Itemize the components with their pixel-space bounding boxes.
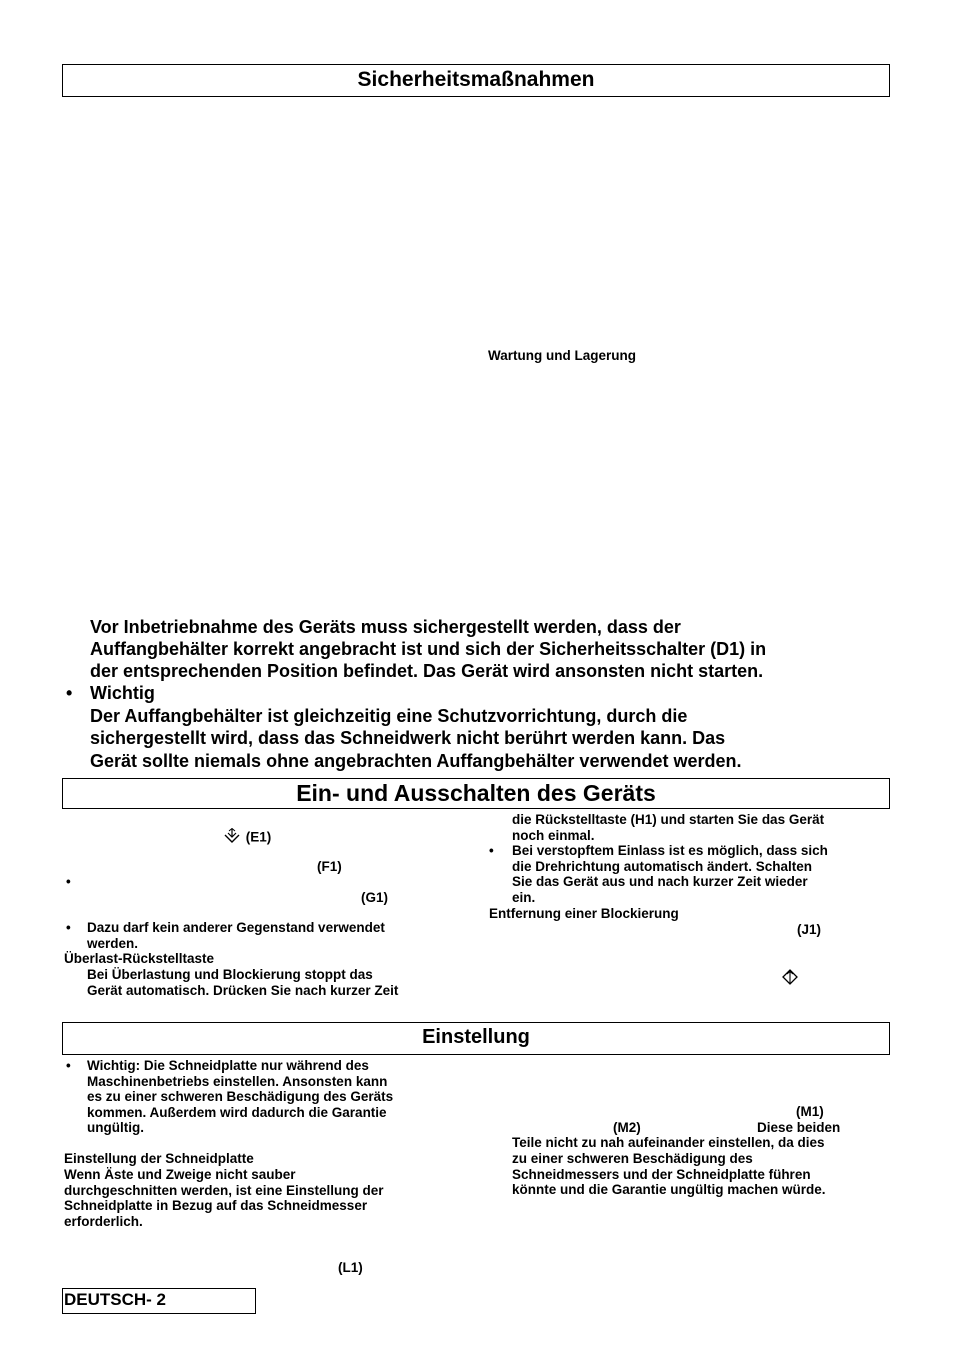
notice-line-3: der entsprechenden Position befindet. Das Gerät wird ansonsten nicht starten. [90,661,764,681]
bullet-marker: • [66,874,71,889]
section-title-safety: Sicherheitsmaßnahmen [357,68,595,91]
right-cont-line-1: die Rückstelltaste (H1) und starten Sie das Gerät [512,812,825,827]
page-label-box [62,1288,256,1314]
bullet-marker: • [66,683,73,703]
ref-l1: (L1) [338,1260,363,1275]
both-line-4: könnte und die Garantie ungültig machen würde. [512,1182,826,1197]
ref-e1-label: (E1) [245,829,272,845]
adjust-important-line-4: kommen. Außerdem wird dadurch die Garantie [87,1105,387,1120]
clogged-line-4: ein. [512,890,536,905]
bullet-marker: • [66,920,71,935]
plate-heading: Einstellung der Schneidplatte [64,1151,254,1166]
blockage-heading: Entfernung einer Blockierung [489,906,679,921]
adjust-important-line-1: Wichtig: Die Schneidplatte nur während des [87,1058,369,1073]
ref-m2: (M2) [613,1120,641,1135]
section-header-adjustment [62,1022,890,1055]
overload-heading: Überlast-Rückstelltaste [64,951,215,966]
section-header-safety [62,64,890,97]
adjust-important-line-5: ungültig. [87,1120,144,1135]
important-line-1: Der Auffangbehälter ist gleichzeitig eine Schutzvorrichtung, durch die [90,706,688,726]
overload-line-2: Gerät automatisch. Drücken Sie nach kurzer Zeit [87,983,399,998]
page-label: DEUTSCH- 2 [64,1290,167,1309]
adjust-important-line-2: Maschinenbetriebs einstellen. Ansonsten kann [87,1074,388,1089]
plate-line-3: Schneidplatte in Bezug auf das Schneidmesser [64,1198,368,1213]
both-label: Diese beiden [757,1120,841,1135]
notice-line-1: Vor Inbetriebnahme des Geräts muss sichergestellt werden, dass der [90,617,681,637]
clogged-line-2: die Drehrichtung automatisch ändert. Schalten [512,859,813,874]
clogged-line-1: Bei verstopftem Einlass ist es möglich, dass sich [512,843,828,858]
ref-g1: (G1) [361,890,388,905]
section-header-switching [62,778,890,809]
plate-line-4: erforderlich. [64,1214,143,1229]
important-line-2: sichergestellt wird, dass das Schneidwerk nicht berührt werden kann. Das [90,728,726,748]
maintenance-heading: Wartung und Lagerung [488,348,636,363]
no-other-object-line-1: Dazu darf kein anderer Gegenstand verwendet [87,920,385,935]
bullet-marker: • [66,1058,71,1073]
ref-m1: (M1) [796,1104,824,1119]
ref-f1: (F1) [317,859,342,874]
bullet-marker: • [489,843,494,858]
adjust-important-line-3: es zu einer schweren Beschädigung des Geräts [87,1089,394,1104]
switch-on-icon [222,828,242,848]
overload-line-1: Bei Überlastung und Blockierung stoppt das [87,967,373,982]
ref-e1 [222,828,271,848]
section-title-adjustment: Einstellung [422,1026,530,1048]
both-line-3: Schneidmessers und der Schneidplatte führen [512,1167,811,1182]
no-other-object-line-2: werden. [87,936,139,951]
both-line-2: zu einer schweren Beschädigung des [512,1151,753,1166]
notice-line-2: Auffangbehälter korrekt angebracht ist und sich der Sicherheitsschalter (D1) in [90,639,767,659]
ref-j1: (J1) [797,922,822,937]
important-line-3: Gerät sollte niemals ohne angebrachten Auffangbehälter verwendet werden. [90,751,742,771]
section-title-switching: Ein- und Ausschalten des Geräts [296,780,656,806]
clogged-line-3: Sie das Gerät aus und nach kurzer Zeit wieder [512,874,808,889]
important-label: Wichtig [90,683,155,703]
plate-line-2: durchgeschnitten werden, ist eine Einstellung der [64,1183,384,1198]
rotation-switch-icon [780,969,800,991]
plate-line-1: Wenn Äste und Zweige nicht sauber [64,1167,296,1182]
right-cont-line-2: noch einmal. [512,828,595,843]
both-line-1: Teile nicht zu nah aufeinander einstellen, da dies [512,1135,825,1150]
